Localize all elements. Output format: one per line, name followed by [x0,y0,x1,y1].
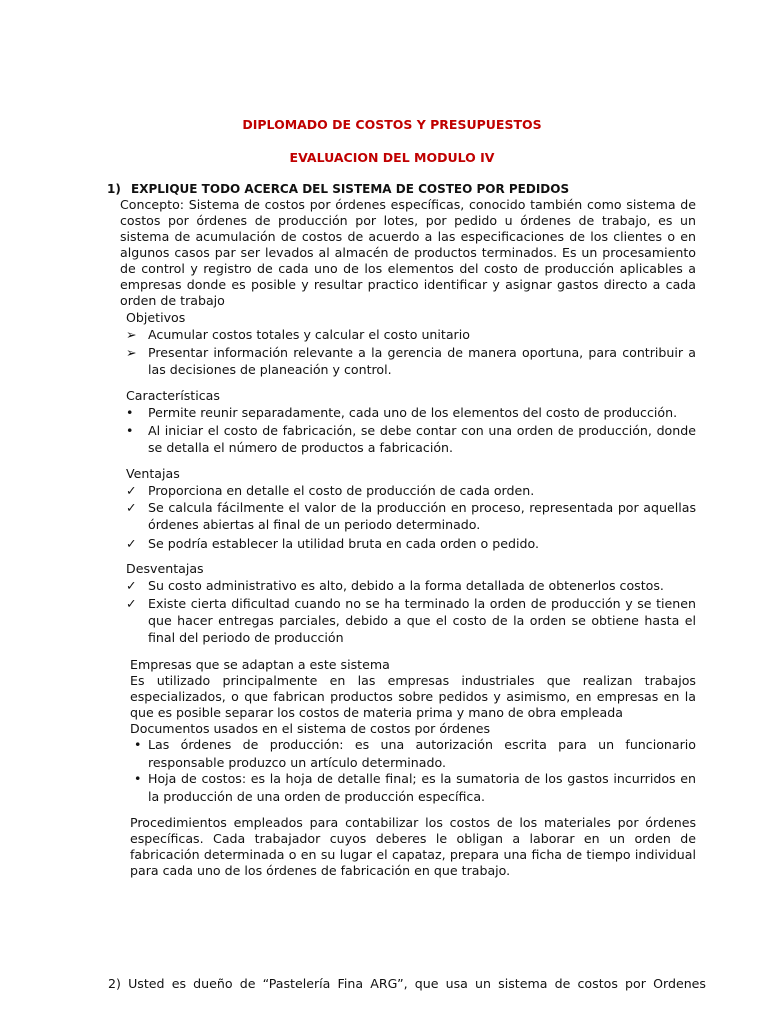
checkmark-icon: ✓ [126,500,137,515]
procedimientos-paragraph: Procedimientos empleados para contabilizar los costos de los materiales por órdenes específicas. Cada trabajador cuyos deberes le obligan a laborar en un orden de fabricación determinada o en su lugar el capataz, prepara una ficha de tiempo individual para cada uno de los órdenes de fabricación en que trabajo. [130,815,696,878]
desventajas-heading: Desventajas [126,561,204,576]
documentos-heading: Documentos usados en el sistema de costos por órdenes [130,721,491,736]
question-1-heading [107,182,569,196]
ventajas-heading: Ventajas [126,466,180,481]
list-item: ➢ Presentar información relevante a la gerencia de manera oportuna, para contribuir a las decisiones de planeación y control. [126,345,696,377]
bullet-icon: • [134,771,142,786]
list-item: • Permite reunir separadamente, cada uno de los elementos del costo de producción. [126,405,678,420]
question-2-text: 2) Usted es dueño de “Pastelería Fina ARG”, que usa un sistema de costos por Ordenes [108,976,706,991]
checkmark-icon: ✓ [126,536,137,551]
list-item: ✓ Su costo administrativo es alto, debido a la forma detallada de obtenerlos costos. [126,578,664,593]
bullet-icon: • [126,405,134,420]
document-title: DIPLOMADO DE COSTOS Y PRESUPUESTOS [242,117,542,132]
concept-paragraph: Concepto: Sistema de costos por órdenes específicas, conocido también como sistema de costos por órdenes de producción por lotes, por pedido u órdenes de trabajo, es un sistema de acumulación de costos de acuerdo a las especificaciones de los clientes o en algunos casos par ser levados al almacén de productos terminados. Es un procesamiento de control y registro de cada uno de los elementos del costo de producción aplicables a empresas donde es posible y resultar practico identificar y asignar gastos directo a cada orden de trabajo [120,197,696,308]
objetivos-heading: Objetivos [126,310,186,325]
question-text: EXPLIQUE TODO ACERCA DEL SISTEMA DE COSTEO POR PEDIDOS [131,182,570,196]
list-item: • Las órdenes de producción: es una autorización escrita para un funcionario responsable produzco un artículo determinado. [134,737,696,770]
arrow-bullet-icon: ➢ [126,345,137,360]
checkmark-icon: ✓ [126,596,137,611]
bullet-icon: • [126,423,134,438]
list-item: ✓ Se podría establecer la utilidad bruta en cada orden o pedido. [126,536,539,551]
question-number: 1) [107,182,121,196]
list-item: ✓ Proporciona en detalle el costo de producción de cada orden. [126,483,535,498]
list-item: • Al iniciar el costo de fabricación, se debe contar con una orden de producción, donde se detalla el número de productos a fabricación. [126,423,696,455]
list-item: ✓ Existe cierta dificultad cuando no se ha terminado la orden de producción y se tienen que hacer entregas parciales, debido a que el costo de la orden se obtiene hasta el final del periodo de producción [126,596,696,645]
empresas-heading: Empresas que se adaptan a este sistema [130,657,390,672]
list-item: ✓ Se calcula fácilmente el valor de la producción en proceso, representada por aquellas órdenes abiertas al final de un periodo determinado. [126,500,696,532]
caracteristicas-heading: Características [126,388,220,403]
list-item: • Hoja de costos: es la hoja de detalle final; es la sumatoria de los gastos incurridos en la producción de una orden de producción específica. [134,771,696,804]
list-item: ➢ Acumular costos totales y calcular el costo unitario [126,327,470,342]
checkmark-icon: ✓ [126,483,137,498]
document-subtitle: EVALUACION DEL MODULO IV [289,150,495,165]
empresas-paragraph: Es utilizado principalmente en las empresas industriales que realizan trabajos especializados, o que fabrican productos sobre pedidos y asimismo, en empresas en la que es posible separar los costos de materia prima y mano de obra empleada [130,673,696,720]
arrow-bullet-icon: ➢ [126,327,137,342]
bullet-icon: • [134,737,142,752]
checkmark-icon: ✓ [126,578,137,593]
